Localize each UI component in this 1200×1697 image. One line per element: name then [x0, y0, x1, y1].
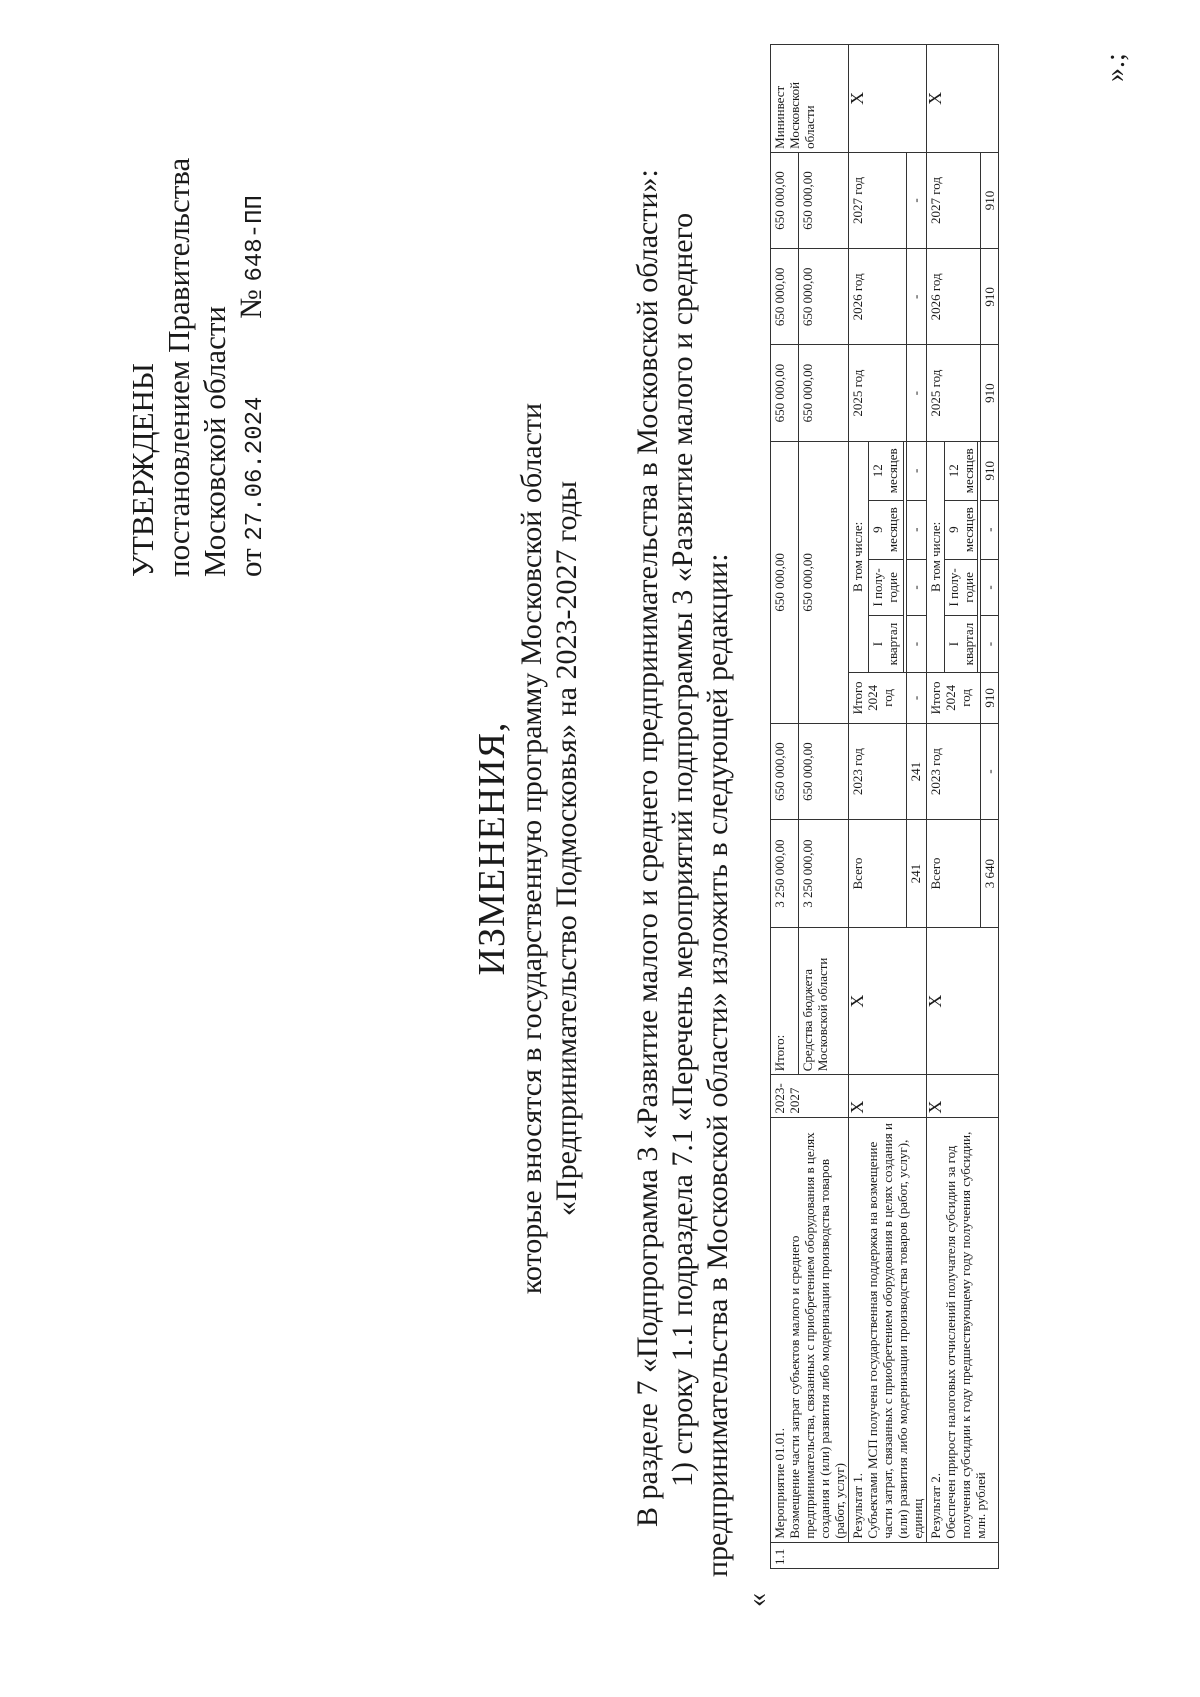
budget-2023: 650 000,00: [798, 723, 848, 819]
result1-text: Субъектами МСП получена государственная поддержка на возмещение части затрат, связанных с приобретением оборудования в целях создания и (или) развития либо модернизации производства товаров (работ, услуг), единиц: [865, 1123, 925, 1539]
approval-line1: УТВЕРЖДЕНЫ: [125, 363, 160, 577]
budget-2026: 650 000,00: [798, 249, 848, 345]
r1-2024: -: [907, 672, 927, 723]
result2-period-x: X: [927, 1075, 999, 1117]
result1-executor-x: X: [849, 45, 927, 153]
row-number: 1.1: [771, 1542, 999, 1568]
measure-text: Возмещение части затрат субъектов малого и среднего предпринимательства, связанных с приобретением оборудования в целях создания и (или) развития либо модернизации производства товаров (работ, услуг): [787, 1132, 847, 1539]
total-2024: 650 000,00: [771, 441, 799, 723]
header-2025: 2025 год: [927, 345, 981, 441]
result2-title: Результат 2.: [928, 1473, 943, 1539]
header-2026: 2026 год: [927, 249, 981, 345]
r1-2023: 241: [907, 723, 927, 819]
r2-2023: -: [981, 723, 999, 819]
r2-all: 3 640: [981, 820, 999, 928]
header-2023: 2023 год: [849, 723, 907, 819]
header-9m: 9 месяцев: [868, 500, 904, 559]
result2-text: Обеспечен прирост налоговых отчислений получателя субсидии за год получения субсидии к году предшествующему году получения субсидии, млн. рублей: [943, 1131, 988, 1539]
total-all: 3 250 000,00: [771, 820, 799, 928]
header-all: Всего: [849, 820, 907, 928]
total-label: Итого:: [771, 927, 799, 1074]
table-row: [771, 45, 799, 1569]
r1-2027: -: [907, 152, 927, 248]
table-row: [849, 45, 869, 1569]
document-subtitle-2: «Предпринимательство Подмосковья» на 2023-2027 годы: [550, 480, 583, 1217]
r2-q1: -: [981, 616, 999, 673]
header-9m: 9 месяцев: [945, 500, 978, 559]
header-h1: I полу-годие: [868, 559, 904, 616]
result1-period-x: X: [849, 1075, 927, 1117]
header-all: Всего: [927, 820, 981, 928]
executor-cell: Мининвест Московской области: [771, 45, 849, 153]
document-title: ИЗМЕНЕНИЯ,: [471, 721, 513, 976]
r2-2026: 910: [981, 249, 999, 345]
approval-date: 27.06.2024: [242, 396, 269, 541]
r1-all: 241: [907, 820, 927, 928]
approval-line3: Московской области: [197, 306, 232, 577]
header-incl: В том числе:: [927, 441, 945, 672]
header-q1: I квартал: [945, 616, 978, 673]
header-12m: 12 месяцев: [945, 441, 978, 500]
header-incl: В том числе:: [849, 441, 869, 672]
period-cell: 2023-2027: [771, 1075, 849, 1117]
budget-label: Средства бюджета Московской области: [798, 927, 848, 1074]
result2-source-x: X: [927, 927, 999, 1074]
paragraph-1: В разделе 7 «Подпрограмма 3 «Развитие малого и среднего предпринимательства в Московской области»:: [631, 169, 664, 1527]
total-2023: 650 000,00: [771, 723, 799, 819]
document-subtitle-1: которые вносятся в государственную программу Московской области: [515, 402, 548, 1295]
r1-12m: -: [907, 441, 927, 500]
r2-2025: 910: [981, 345, 999, 441]
header-2023: 2023 год: [927, 723, 981, 819]
budget-2024: 650 000,00: [798, 441, 848, 723]
budget-2025: 650 000,00: [798, 345, 848, 441]
header-2025: 2025 год: [849, 345, 907, 441]
approval-stamp: [125, 17, 274, 577]
header-itogo-2024: Итого 2024 год: [927, 672, 981, 723]
r1-2025: -: [907, 345, 927, 441]
result2-cell: [927, 1117, 999, 1542]
header-2027: 2027 год: [849, 152, 907, 248]
r1-9m: -: [907, 500, 927, 559]
header-itogo-2024: Итого 2024 год: [849, 672, 907, 723]
r2-9m: -: [981, 500, 999, 559]
total-2027: 650 000,00: [771, 152, 799, 248]
r1-2026: -: [907, 249, 927, 345]
result1-title: Результат 1.: [850, 1473, 865, 1539]
budget-all: 3 250 000,00: [798, 820, 848, 928]
approval-number: 648-ПП: [242, 195, 269, 282]
measure-title: Мероприятие 01.01.: [772, 1427, 787, 1539]
r2-2024: 910: [981, 672, 999, 723]
r2-2027: 910: [981, 152, 999, 248]
total-2025: 650 000,00: [771, 345, 799, 441]
measure-cell: [771, 1117, 849, 1542]
header-q1: I квартал: [868, 616, 904, 673]
result2-executor-x: X: [927, 45, 999, 153]
table-row: [927, 45, 945, 1569]
open-quote: «: [742, 1593, 773, 1607]
date-prefix: от: [233, 548, 268, 577]
header-12m: 12 месяцев: [868, 441, 904, 500]
close-quote: ».;: [1100, 53, 1131, 82]
r2-h1: -: [981, 559, 999, 616]
approval-line2: постановлением Правительства: [161, 157, 196, 577]
header-2027: 2027 год: [927, 152, 981, 248]
budget-2027: 650 000,00: [798, 152, 848, 248]
header-h1: I полу-годие: [945, 559, 978, 616]
r1-q1: -: [907, 616, 927, 673]
result1-cell: [849, 1117, 927, 1542]
header-2026: 2026 год: [849, 249, 907, 345]
number-prefix: №: [233, 289, 268, 319]
r2-12m: 910: [981, 441, 999, 500]
result1-source-x: X: [849, 927, 927, 1074]
total-2026: 650 000,00: [771, 249, 799, 345]
measures-table: [770, 44, 999, 1569]
paragraph-2: 1) строку 1.1 подраздела 7.1 «Перечень мероприятий подпрограммы 3 «Развитие малого и среднего: [666, 212, 699, 1487]
paragraph-3: предпринимательства в Московской области» изложить в следующей редакции:: [701, 553, 734, 1577]
r1-h1: -: [907, 559, 927, 616]
approval-date-line: [233, 17, 274, 577]
